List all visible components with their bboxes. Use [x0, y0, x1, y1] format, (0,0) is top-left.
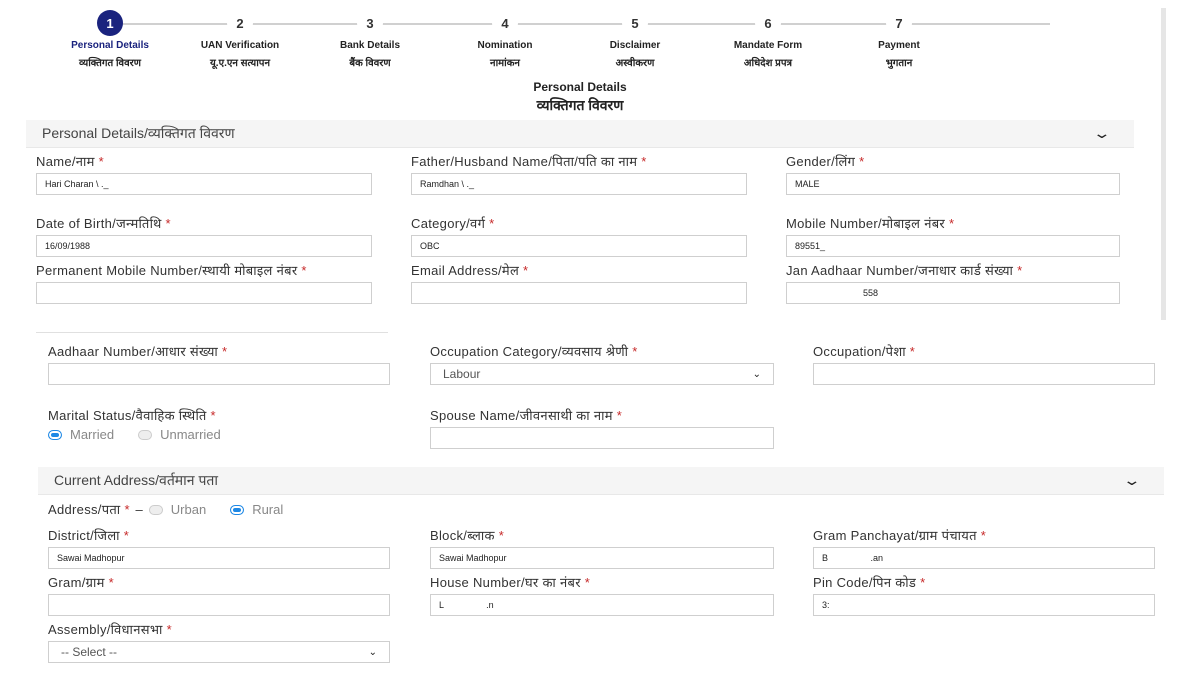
pin-code-input[interactable]: 3: — [813, 594, 1155, 616]
district-field — [48, 528, 390, 569]
radio-unmarried[interactable] — [138, 430, 152, 440]
dob-field — [36, 216, 372, 257]
caret-down-icon: ⌄ — [368, 646, 377, 658]
step-disclaimer[interactable] — [570, 10, 700, 69]
step-label-en: Payment — [878, 40, 920, 51]
required-mark: * — [498, 528, 505, 543]
father-name-label: Father/Husband Name/पिता/पति का नाम — [411, 154, 638, 169]
section-personal-details-header[interactable] — [26, 120, 1134, 148]
required-mark: * — [859, 154, 865, 169]
required-mark: * — [920, 575, 926, 590]
block-field — [430, 528, 774, 569]
section-title: Current Address/वर्तमान पता — [54, 472, 219, 488]
step-number: 5 — [622, 10, 648, 36]
gram-field — [48, 575, 390, 616]
required-mark: * — [948, 216, 955, 231]
occupation-category-select[interactable] — [430, 363, 774, 385]
assembly-select[interactable] — [48, 641, 390, 663]
gender-label: Gender/लिंग — [786, 154, 856, 169]
scrollbar[interactable] — [1161, 8, 1166, 320]
step-payment[interactable] — [834, 10, 964, 69]
spouse-name-field — [430, 408, 774, 449]
pin-code-field — [813, 575, 1155, 616]
radio-rural[interactable] — [230, 505, 244, 515]
step-label-hi: भुगतान — [885, 58, 913, 69]
address-type-label: Address/पता — [48, 502, 121, 517]
selected-value: Labour — [443, 367, 481, 381]
gram-input[interactable] — [48, 594, 390, 616]
required-mark: * — [980, 528, 987, 543]
chevron-down-icon[interactable]: ⌄ — [1122, 472, 1142, 488]
marital-status-field — [48, 408, 390, 442]
page-title-en: Personal Details — [533, 80, 627, 94]
aadhaar-field — [48, 344, 390, 385]
email-input[interactable] — [411, 282, 747, 304]
father-name-input[interactable]: Ramdhan \ ._ — [411, 173, 747, 195]
aadhaar-label: Aadhaar Number/आधार संख्या — [48, 344, 219, 359]
required-mark: * — [166, 622, 172, 637]
required-mark: * — [98, 154, 105, 169]
required-mark: * — [301, 263, 307, 278]
pin-code-label: Pin Code/पिन कोड — [813, 575, 917, 590]
name-label: Name/नाम — [36, 154, 95, 169]
required-mark: * — [616, 408, 623, 423]
gram-label: Gram/ग्राम — [48, 575, 105, 590]
required-mark: * — [1017, 263, 1023, 278]
occupation-label: Occupation/पेशा — [813, 344, 906, 359]
page-title-hi: व्यक्तिगत विवरण — [536, 97, 624, 113]
address-type-field — [48, 502, 468, 517]
step-label-hi: अधिदेश प्रपत्र — [743, 58, 793, 69]
aadhaar-input[interactable] — [48, 363, 390, 385]
step-nomination[interactable] — [440, 10, 570, 69]
step-mandate-form[interactable] — [703, 10, 833, 69]
name-field — [36, 154, 372, 195]
jan-aadhaar-label: Jan Aadhaar Number/जनाधार कार्ड संख्या — [786, 263, 1014, 278]
category-field — [411, 216, 747, 257]
step-label-en: Personal Details — [71, 40, 149, 51]
separator-dash: – — [135, 502, 143, 517]
step-label-en: Mandate Form — [733, 40, 803, 51]
house-number-field — [430, 575, 774, 616]
divider — [36, 332, 388, 333]
step-number: 1 — [97, 10, 123, 36]
marital-status-radio-group — [48, 427, 390, 442]
mobile-field — [786, 216, 1120, 257]
gender-field — [786, 154, 1120, 195]
assembly-label: Assembly/विधानसभा — [48, 622, 163, 637]
step-number: 3 — [357, 10, 383, 36]
selected-value: -- Select -- — [61, 645, 118, 659]
step-number: 2 — [227, 10, 253, 36]
gram-panchayat-label: Gram Panchayat/ग्राम पंचायत — [813, 528, 977, 543]
step-label-hi: अस्वीकरण — [615, 58, 655, 69]
dob-label: Date of Birth/जन्मतिथि — [36, 216, 162, 231]
radio-urban-label: Urban — [170, 502, 207, 517]
dob-input[interactable]: 16/09/1988 — [36, 235, 372, 257]
required-mark: * — [165, 216, 171, 231]
radio-married[interactable] — [48, 430, 62, 440]
step-label-en: UAN Verification — [200, 40, 280, 51]
house-number-label: House Number/घर का नंबर — [430, 575, 581, 590]
required-mark: * — [124, 502, 130, 517]
occupation-input[interactable] — [813, 363, 1155, 385]
mobile-label: Mobile Number/मोबाइल नंबर — [786, 216, 946, 231]
step-label-hi: बैंक विवरण — [349, 58, 391, 69]
jan-aadhaar-input[interactable]: 558 — [786, 282, 1120, 304]
step-label-hi: व्यक्तिगत विवरण — [78, 58, 141, 69]
required-mark: * — [523, 263, 529, 278]
step-label-hi: यू.ए.एन सत्यापन — [209, 58, 271, 69]
spouse-name-label: Spouse Name/जीवनसाथी का नाम — [430, 408, 613, 423]
step-uan-verification[interactable] — [175, 10, 305, 69]
jan-aadhaar-field — [786, 263, 1120, 304]
email-label: Email Address/मेल — [411, 263, 520, 278]
district-label: District/जिला — [48, 528, 120, 543]
required-mark: * — [909, 344, 916, 359]
required-mark: * — [632, 344, 638, 359]
required-mark: * — [222, 344, 228, 359]
father-name-field — [411, 154, 747, 195]
category-input[interactable]: OBC — [411, 235, 747, 257]
block-input[interactable]: Sawai Madhopur — [430, 547, 774, 569]
spouse-name-input[interactable] — [430, 427, 774, 449]
email-field — [411, 263, 747, 304]
marital-status-label: Marital Status/वैवाहिक स्थिति — [48, 408, 207, 423]
occupation-field — [813, 344, 1155, 385]
assembly-field — [48, 622, 390, 663]
step-label-en: Disclaimer — [609, 40, 661, 51]
required-mark: * — [123, 528, 130, 543]
district-input[interactable]: Sawai Madhopur — [48, 547, 390, 569]
gram-panchayat-input[interactable]: B .an — [813, 547, 1155, 569]
house-number-input[interactable]: L .n — [430, 594, 774, 616]
section-current-address-header[interactable] — [38, 467, 1164, 495]
step-number: 4 — [492, 10, 518, 36]
required-mark: * — [584, 575, 591, 590]
gram-panchayat-field — [813, 528, 1155, 569]
step-label-en: Nomination — [477, 40, 533, 51]
step-number: 7 — [886, 10, 912, 36]
radio-married-label: Married — [70, 427, 115, 442]
category-label: Category/वर्ग — [411, 216, 486, 231]
gender-input[interactable]: MALE — [786, 173, 1120, 195]
permanent-mobile-input[interactable] — [36, 282, 372, 304]
caret-down-icon: ⌄ — [752, 368, 761, 380]
radio-urban[interactable] — [149, 505, 163, 515]
step-number: 6 — [755, 10, 781, 36]
progress-stepper — [0, 0, 1160, 80]
step-personal-details[interactable] — [45, 10, 175, 69]
occupation-category-field — [430, 344, 774, 385]
required-mark: * — [108, 575, 114, 590]
permanent-mobile-label: Permanent Mobile Number/स्थायी मोबाइल नंबर — [36, 263, 298, 278]
mobile-input[interactable]: 89551_ — [786, 235, 1120, 257]
page-title — [0, 80, 1160, 115]
radio-unmarried-label: Unmarried — [160, 427, 221, 442]
step-label-hi: नामांकन — [490, 58, 520, 69]
chevron-down-icon[interactable]: ⌄ — [1092, 125, 1112, 141]
section-title: Personal Details/व्यक्तिगत विवरण — [42, 125, 235, 141]
step-bank-details[interactable] — [305, 10, 435, 69]
required-mark: * — [210, 408, 216, 423]
step-label-en: Bank Details — [339, 40, 401, 51]
block-label: Block/ब्लाक — [430, 528, 495, 543]
name-input[interactable]: Hari Charan \ ._ — [36, 173, 372, 195]
permanent-mobile-field — [36, 263, 372, 304]
occupation-category-label: Occupation Category/व्यवसाय श्रेणी — [430, 344, 629, 359]
required-mark: * — [489, 216, 495, 231]
required-mark: * — [641, 154, 647, 169]
radio-rural-label: Rural — [252, 502, 284, 517]
